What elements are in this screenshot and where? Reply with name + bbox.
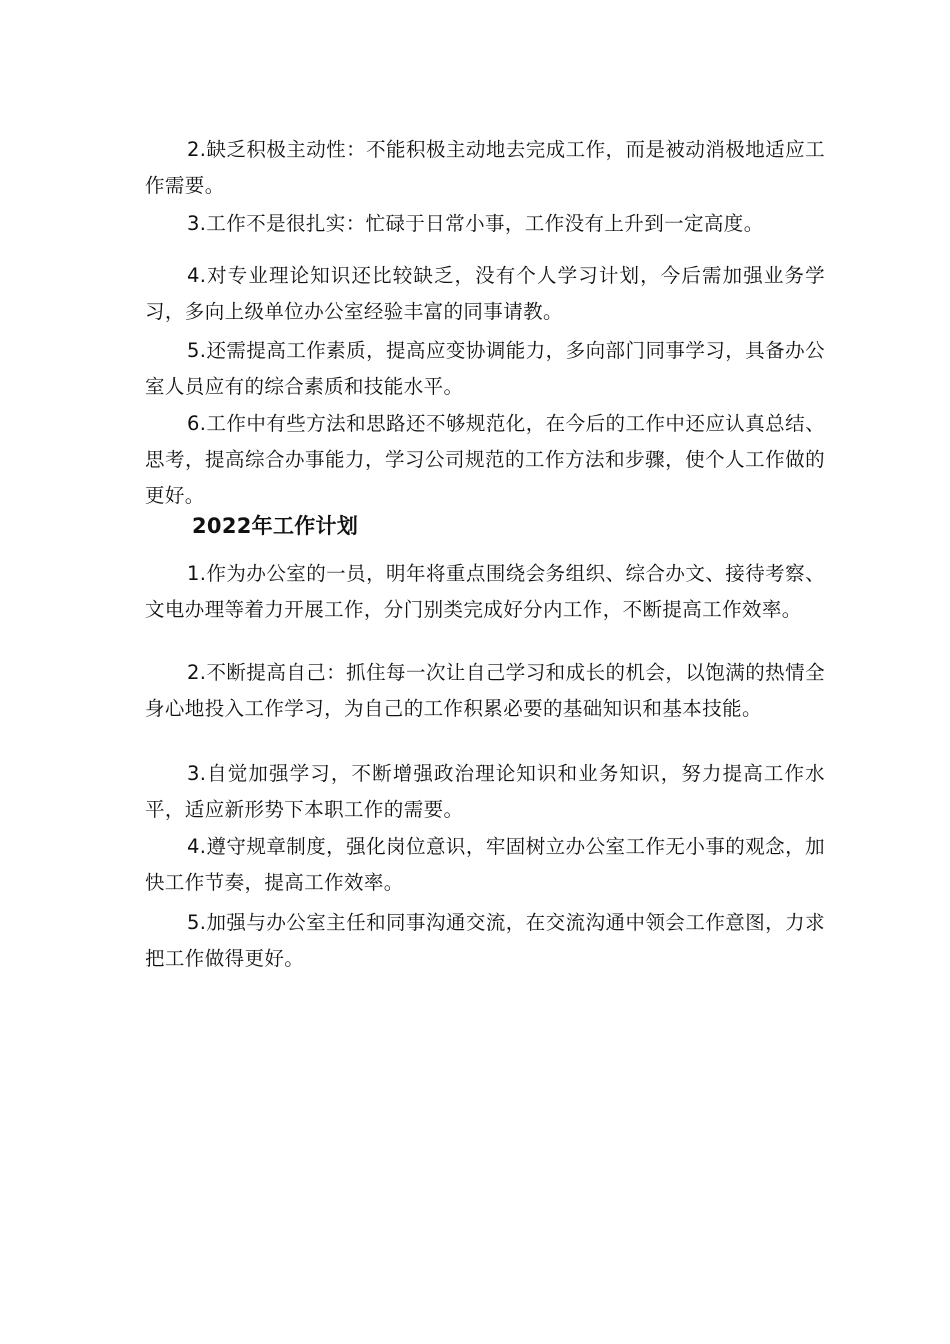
plan-item-2: 2.不断提高自己：抓住每一次让自己学习和成长的机会，以饱满的热情全身心地投入工作学习，为自己的工作积累必要的基础知识和基本技能。 (145, 661, 825, 720)
problem-item-3: 3.工作不是很扎实：忙碌于日常小事，工作没有上升到一定高度。 (187, 212, 764, 235)
problem-item-5: 5.还需提高工作素质，提高应变协调能力，多向部门同事学习，具备办公室人员应有的综合素质和技能水平。 (145, 339, 825, 398)
problem-item-6: 6.工作中有些方法和思路还不够规范化，在今后的工作中还应认真总结、思考，提高综合办事能力，学习公司规范的工作方法和步骤，使个人工作做的更好。 (145, 412, 825, 507)
plan-item-5: 5.加强与办公室主任和同事沟通交流，在交流沟通中领会工作意图，力求把工作做得更好。 (145, 911, 825, 970)
plan-heading: 2022年工作计划 (192, 514, 359, 538)
plan-item-4: 4.遵守规章制度，强化岗位意识，牢固树立办公室工作无小事的观念，加快工作节奏，提高工作效率。 (145, 835, 825, 894)
problem-item-4: 4.对专业理论知识还比较缺乏，没有个人学习计划，今后需加强业务学习，多向上级单位办公室经验丰富的同事请教。 (145, 264, 825, 323)
plan-item-3: 3.自觉加强学习，不断增强政治理论知识和业务知识，努力提高工作水平，适应新形势下本职工作的需要。 (145, 762, 825, 821)
plan-item-1: 1.作为办公室的一员，明年将重点围绕会务组织、综合办文、接待考察、文电办理等着力开展工作，分门别类完成好分内工作，不断提高工作效率。 (145, 562, 825, 621)
problem-item-2: 2.缺乏积极主动性：不能积极主动地去完成工作，而是被动消极地适应工作需要。 (145, 138, 825, 197)
